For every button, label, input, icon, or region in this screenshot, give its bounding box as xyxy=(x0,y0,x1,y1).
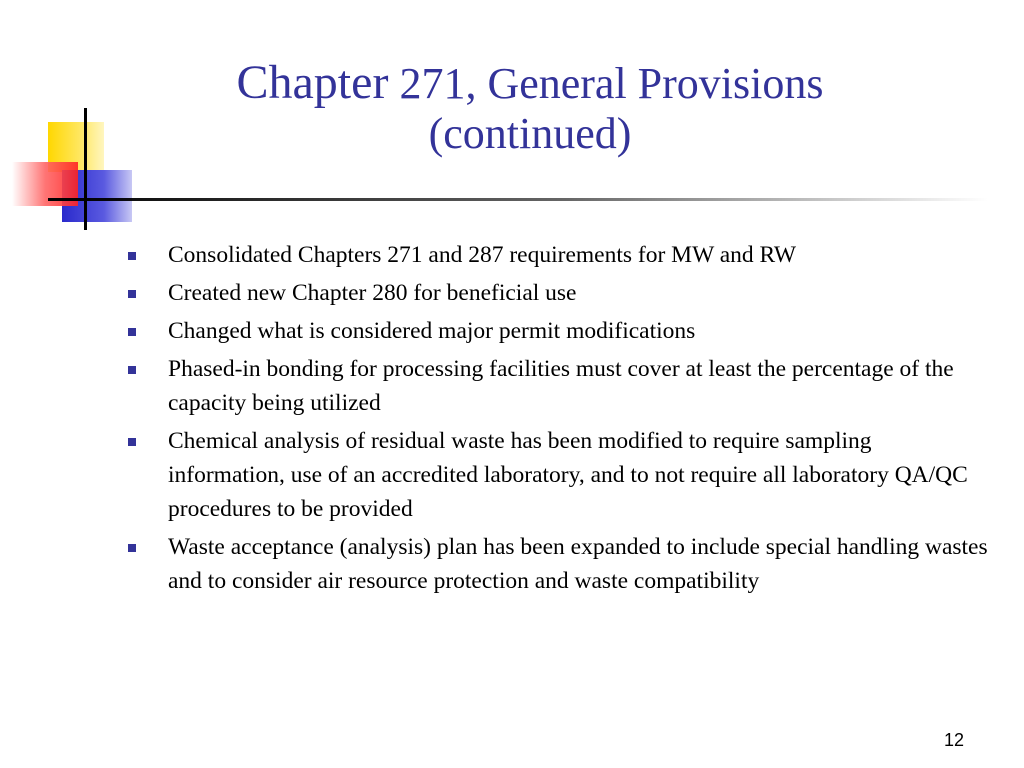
bullet-item xyxy=(128,530,988,598)
bullet-text: Waste acceptance (analysis) plan has been expanded to include special handling wastes and to consider air resource protection and waste compatibility xyxy=(168,534,988,594)
bullet-text: Created new Chapter 280 for beneficial use xyxy=(168,280,577,306)
square-bullet-icon xyxy=(128,366,136,374)
bullet-item xyxy=(128,314,988,348)
square-bullet-icon xyxy=(128,544,136,552)
title-rest: 271, General Provisions xyxy=(388,59,824,108)
square-bullet-icon xyxy=(128,252,136,260)
slide-title xyxy=(150,58,910,159)
page-number: 12 xyxy=(943,730,964,750)
bullet-text: Consolidated Chapters 271 and 287 requirements for MW and RW xyxy=(168,242,797,268)
bullet-text: Chemical analysis of residual waste has been modified to require sampling information, use of an accredited laboratory, and to not require all laboratory QA/QC procedures to be provided xyxy=(168,428,968,522)
bullet-item xyxy=(128,352,988,420)
bullet-text: Phased-in bonding for processing facilities must cover at least the percentage of the capacity being utilized xyxy=(168,356,954,416)
horizontal-rule xyxy=(48,198,988,201)
bullet-item xyxy=(128,238,988,272)
bullet-item xyxy=(128,424,988,526)
vertical-rule xyxy=(84,108,87,230)
bullet-text: Changed what is considered major permit modifications xyxy=(168,318,696,344)
title-word: Chapter xyxy=(236,56,389,109)
square-bullet-icon xyxy=(128,290,136,298)
square-bullet-icon xyxy=(128,438,136,446)
bullet-list xyxy=(128,238,988,602)
title-line-2: (continued) xyxy=(428,109,632,158)
bullet-item xyxy=(128,276,988,310)
square-bullet-icon xyxy=(128,328,136,336)
